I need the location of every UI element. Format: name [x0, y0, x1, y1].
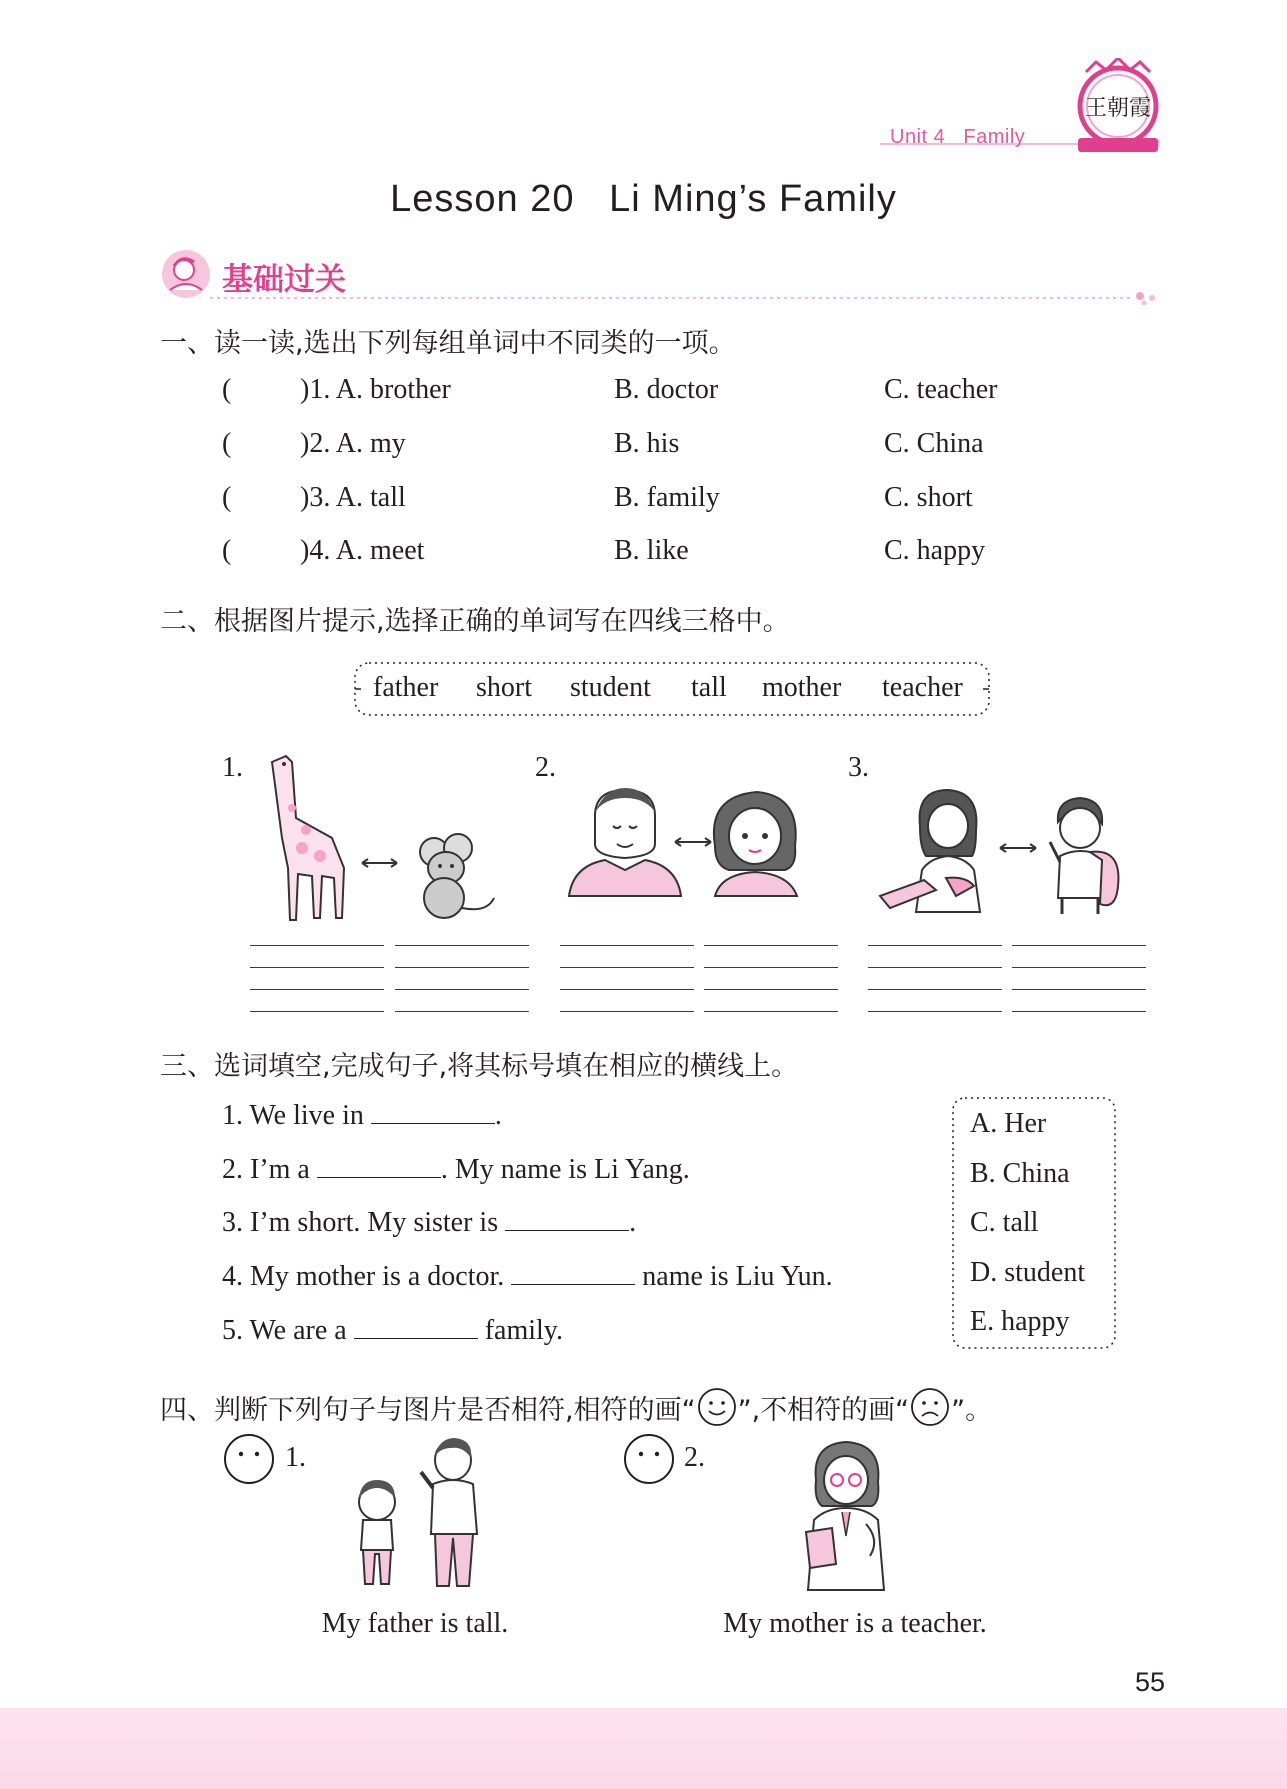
q4-item-number: 2.: [684, 1442, 705, 1473]
word-bank-word: student: [570, 672, 651, 703]
writing-lines[interactable]: [250, 945, 1150, 1015]
sentence-text: .: [494, 1100, 502, 1131]
woman-doctor-icon: [806, 1442, 884, 1590]
q4-caption: My father is tall.: [321, 1608, 509, 1639]
q1-row-1: [222, 374, 1122, 414]
woman-icon: [714, 792, 797, 896]
q3-sentence-5: [222, 1312, 563, 1347]
student-icon: [1050, 798, 1118, 914]
q2-label-1: 1.: [222, 752, 243, 783]
answer-face-circle[interactable]: [622, 1432, 676, 1486]
double-arrow-icon: [1000, 844, 1036, 852]
double-arrow-icon: [675, 838, 711, 846]
unit-label: Unit 4 Family: [890, 126, 1026, 148]
svg-text:王朝霞: 王朝霞: [1084, 96, 1152, 121]
giraffe-icon: [272, 756, 344, 920]
word-bank-word: short: [476, 672, 532, 703]
option-b: B. like: [614, 535, 689, 566]
q4-heading: [160, 1386, 992, 1428]
word-bank-word: tall: [691, 672, 727, 703]
q3-heading: 三、选词填空,完成句子,将其标号填在相应的横线上。: [160, 1051, 799, 1082]
option-b: B. doctor: [614, 374, 719, 405]
q1-row-2: [222, 428, 1122, 468]
girl-reading-icon: [160, 248, 212, 300]
option-item: E. happy: [970, 1306, 1070, 1337]
word-bank-word: teacher: [882, 672, 963, 703]
page-number: 55: [1134, 1667, 1165, 1697]
word-bank-word: father: [373, 672, 439, 703]
sentence-text: 4. My mother is a doctor.: [222, 1261, 512, 1292]
sentence-text: name is Liu Yun.: [635, 1261, 833, 1292]
option-b: B. family: [614, 482, 720, 513]
q2-label-3: 3.: [848, 752, 869, 783]
section-dotted-rule: [210, 290, 1160, 306]
answer-paren[interactable]: (: [222, 482, 232, 513]
father-son-illustration: [345, 1438, 485, 1590]
sentence-text: 5. We are a: [222, 1315, 354, 1346]
answer-face-circle[interactable]: [222, 1432, 276, 1486]
sentence-text: .: [629, 1207, 637, 1238]
answer-blank[interactable]: [354, 1312, 478, 1339]
option-item: B. China: [970, 1158, 1070, 1189]
answer-paren[interactable]: (: [222, 374, 232, 405]
option-a: )4. A. meet: [300, 535, 425, 566]
q3-sentence-1: [222, 1097, 502, 1132]
q3-sentence-3: [222, 1204, 636, 1239]
publisher-logo: [1072, 58, 1164, 158]
q4-heading-text: ”。: [951, 1394, 993, 1426]
q3-sentence-2: [222, 1151, 690, 1186]
option-a: )1. A. brother: [300, 374, 451, 405]
sad-face-icon: [909, 1386, 951, 1428]
q4-item-number: 1.: [285, 1442, 306, 1473]
mother-doctor-illustration: [796, 1440, 896, 1592]
q4-heading-text: ”,不相符的画“: [737, 1394, 910, 1426]
sentence-text: 3. I’m short. My sister is: [222, 1207, 506, 1238]
sentence-text: family.: [477, 1315, 563, 1346]
q1-heading: 一、读一读,选出下列每组单词中不同类的一项。: [160, 328, 736, 359]
sentence-text: . My name is Li Yang.: [440, 1154, 690, 1185]
man-icon: [421, 1438, 477, 1586]
boy-icon: [359, 1480, 395, 1584]
footer-band: [0, 1708, 1287, 1789]
q2-heading: 二、根据图片提示,选择正确的单词写在四线三格中。: [160, 606, 790, 637]
option-c: C. teacher: [884, 374, 998, 405]
word-bank-word: mother: [762, 672, 842, 703]
q2-label-2: 2.: [535, 752, 556, 783]
q3-sentence-4: [222, 1258, 833, 1293]
answer-blank[interactable]: [317, 1151, 441, 1178]
answer-blank[interactable]: [371, 1097, 495, 1124]
option-item: D. student: [970, 1257, 1086, 1288]
q4-caption: My mother is a teacher.: [723, 1608, 987, 1639]
option-item: A. Her: [970, 1108, 1047, 1139]
option-c: C. China: [884, 428, 984, 459]
q1-row-4: [222, 535, 1122, 575]
giraffe-mouse-illustration: [262, 748, 502, 926]
man-woman-illustration: [565, 786, 805, 898]
q4-heading-text: 四、判断下列句子与图片是否相符,相符的画“: [160, 1394, 696, 1426]
option-c: C. short: [884, 482, 973, 513]
sentence-text: 1. We live in: [222, 1100, 371, 1131]
man-icon: [569, 788, 681, 896]
teacher-student-illustration: [876, 786, 1126, 916]
option-item: C. tall: [970, 1207, 1039, 1238]
option-b: B. his: [614, 428, 680, 459]
sentence-text: 2. I’m a: [222, 1154, 317, 1185]
section-title: 基础过关: [222, 262, 346, 298]
smiley-face-icon: [696, 1386, 738, 1428]
option-c: C. happy: [884, 535, 986, 566]
mouse-icon: [420, 834, 494, 918]
lesson-title: Lesson 20 Li Ming’s Family: [390, 178, 897, 220]
answer-paren[interactable]: (: [222, 428, 232, 459]
option-a: )2. A. my: [300, 428, 406, 459]
q1-row-3: [222, 482, 1122, 522]
teacher-icon: [880, 790, 980, 912]
answer-blank[interactable]: [511, 1258, 635, 1285]
option-a: )3. A. tall: [300, 482, 406, 513]
answer-blank[interactable]: [505, 1204, 629, 1231]
double-arrow-icon: [362, 859, 397, 867]
answer-paren[interactable]: (: [222, 535, 232, 566]
